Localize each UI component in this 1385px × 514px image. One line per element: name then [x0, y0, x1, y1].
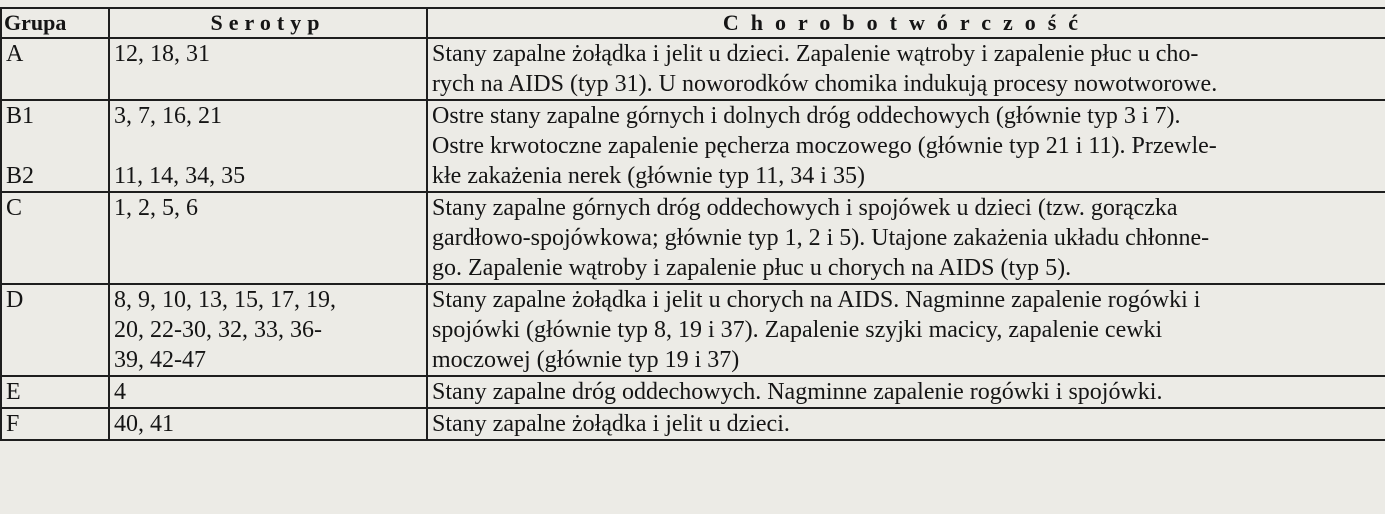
serotyp-line: 8, 9, 10, 13, 15, 17, 19, — [114, 287, 336, 313]
description-cell — [427, 38, 1385, 100]
grupa-cell — [1, 100, 109, 192]
table-row — [1, 284, 1385, 376]
grupa-cell: E — [1, 376, 109, 408]
description-line: Ostre stany zapalne górnych i dolnych dróg oddechowych (głównie typ 3 i 7). — [432, 103, 1181, 129]
grupa-label-b2: B2 — [6, 163, 35, 189]
description-line: Stany zapalne górnych dróg oddechowych i spojówek u dzieci (tzw. gorączka — [432, 195, 1178, 221]
grupa-cell: C — [1, 192, 109, 284]
header-chorobotworczosc: Chorobotwórczość — [427, 8, 1385, 38]
description-line: gardłowo-spojówkowa; głównie typ 1, 2 i 5). Utajone zakażenia układu chłonne- — [432, 225, 1210, 251]
grupa-cell: A — [1, 38, 109, 100]
description-line: rych na AIDS (typ 31). U noworodków chomika indukują procesy nowotworowe. — [432, 71, 1218, 97]
serotyp-cell — [109, 284, 427, 376]
description-cell — [427, 100, 1385, 192]
description-line: Stany zapalne dróg oddechowych. Nagminne zapalenie rogówki i spojówki. — [432, 379, 1163, 405]
serotyp-line: 39, 42-47 — [114, 347, 206, 373]
serotype-table — [0, 7, 1385, 441]
serotyp-cell: 1, 2, 5, 6 — [109, 192, 427, 284]
description-line: go. Zapalenie wątroby i zapalenie płuc u chorych na AIDS (typ 5). — [432, 255, 1072, 281]
table-row — [1, 408, 1385, 440]
table-row — [1, 192, 1385, 284]
header-row — [1, 8, 1385, 38]
description-cell — [427, 408, 1385, 440]
description-cell — [427, 284, 1385, 376]
grupa-cell: F — [1, 408, 109, 440]
table-row — [1, 100, 1385, 192]
description-cell — [427, 192, 1385, 284]
description-line: spojówki (głównie typ 8, 19 i 37). Zapalenie szyjki macicy, zapalenie cewki — [432, 317, 1163, 343]
grupa-cell: D — [1, 284, 109, 376]
description-line: kłe zakażenia nerek (głównie typ 11, 34 i 35) — [432, 163, 865, 189]
description-line: Stany zapalne żołądka i jelit u chorych na AIDS. Nagminne zapalenie rogówki i — [432, 287, 1201, 313]
serotyp-line: 20, 22-30, 32, 33, 36- — [114, 317, 322, 343]
serotyp-cell: 40, 41 — [109, 408, 427, 440]
serotyp-cell: 4 — [109, 376, 427, 408]
description-line: moczowej (głównie typ 19 i 37) — [432, 347, 740, 373]
description-cell — [427, 376, 1385, 408]
table-row — [1, 376, 1385, 408]
header-grupa: Grupa — [1, 8, 109, 38]
grupa-label-b1: B1 — [6, 103, 35, 129]
description-line: Stany zapalne żołądka i jelit u dzieci. — [432, 411, 790, 437]
serotyp-cell: 12, 18, 31 — [109, 38, 427, 100]
description-line: Stany zapalne żołądka i jelit u dzieci. Zapalenie wątroby i zapalenie płuc u cho- — [432, 41, 1199, 67]
header-serotyp: Serotyp — [109, 8, 427, 38]
serotyp-b2: 11, 14, 34, 35 — [114, 163, 246, 189]
table-row — [1, 38, 1385, 100]
serotyp-b1: 3, 7, 16, 21 — [114, 103, 222, 129]
description-line: Ostre krwotoczne zapalenie pęcherza moczowego (głównie typ 21 i 11). Przewle- — [432, 133, 1217, 159]
serotyp-cell — [109, 100, 427, 192]
